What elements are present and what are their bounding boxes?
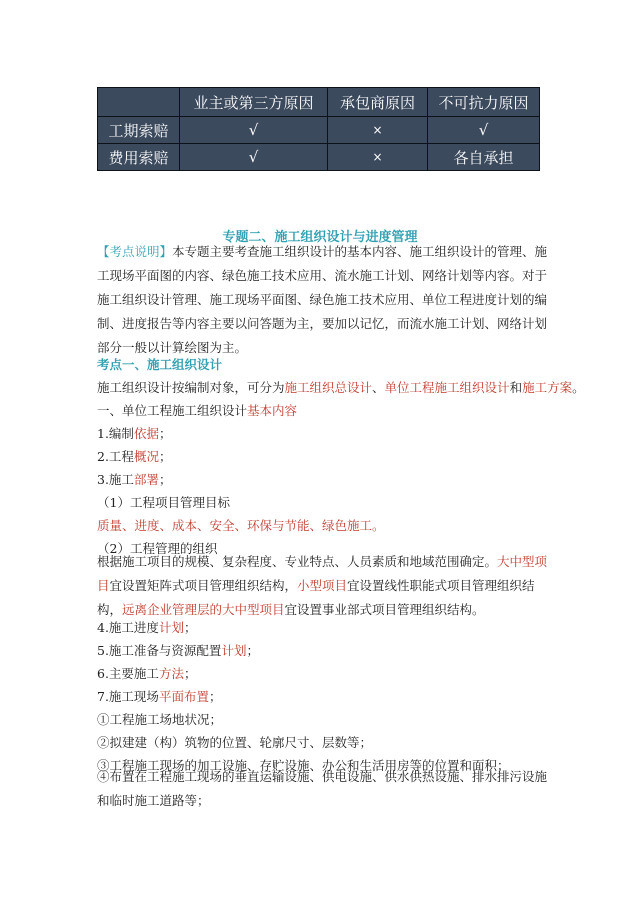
classify-line [97, 377, 585, 400]
text: 施工组织设计按编制对象，可分为 [97, 380, 285, 395]
text: 2.工程 [97, 449, 134, 464]
text: 5.施工准备与资源配置 [97, 643, 222, 658]
text: 7.施工现场 [97, 689, 159, 704]
highlight: 依据 [133, 426, 159, 441]
text: 宜设置线性职能式项目管理组织结构， [97, 578, 535, 617]
row-label: 工期索赔 [98, 117, 180, 144]
highlight: 单位工程施工组织设计 [384, 380, 510, 395]
list-item [97, 640, 550, 663]
text: ； [158, 472, 172, 487]
text: 和 [509, 380, 523, 395]
text: 4.施工进度 [97, 620, 159, 635]
text: ； [158, 449, 172, 464]
header-cell [98, 88, 180, 117]
list-item [97, 469, 550, 492]
text: ； [158, 426, 172, 441]
table-header-row [98, 88, 540, 117]
highlight: 部署 [133, 472, 159, 487]
text: 宜设置事业部式项目管理组织结构。 [284, 602, 485, 617]
highlight: 小型项目 [297, 578, 348, 593]
sub-item: ①工程施工场地状况； [97, 712, 223, 727]
intro-tag: 【考点说明】 [97, 244, 173, 259]
sub-item: ④布置在工程施工现场的垂直运输设施、供电设施、供水供热设施、排水排污设施和临时施工道路等； [97, 769, 548, 808]
highlight: 计划 [221, 643, 247, 658]
table-cell: √ [180, 144, 328, 171]
intro-paragraph [97, 240, 550, 360]
table-cell: × [328, 144, 428, 171]
table-cell: × [328, 117, 428, 144]
text: ； [183, 666, 197, 681]
sub-item: ②拟建建（构）筑物的位置、轮廓尺寸、层数等； [97, 735, 373, 750]
list-item [97, 423, 550, 446]
highlight: 施工方案 [522, 380, 573, 395]
table-row [98, 144, 540, 171]
sub-heading: （1）工程项目管理目标 [97, 495, 230, 510]
text: 、 [372, 380, 385, 395]
section-title: 专题二、施工组织设计与进度管理 [222, 230, 418, 245]
text: 根据施工项目的规模、复杂程度、专业特点、人员素质和地域范围确定。 [97, 554, 498, 569]
header-cell: 业主或第三方原因 [180, 88, 328, 117]
list-item [97, 617, 550, 640]
goals-line: 质量、进度、成本、安全、环保与节能、绿色施工。 [97, 518, 385, 533]
text: 6.主要施工 [97, 666, 159, 681]
table-row [98, 117, 540, 144]
list-item [97, 686, 550, 709]
table-cell: 各自承担 [428, 144, 540, 171]
list-item [97, 663, 550, 686]
highlight: 计划 [158, 620, 184, 635]
row-label: 费用索赔 [98, 144, 180, 171]
text: ； [246, 643, 259, 658]
sub-item: ③工程施工现场的加工设施、存贮设施、办公和生活用房等的位置和面积； [97, 758, 510, 773]
text: ； [183, 620, 197, 635]
table-cell: √ [180, 117, 328, 144]
claim-table [97, 87, 540, 171]
text: 。 [572, 380, 585, 395]
list-item [97, 446, 550, 469]
header-cell: 不可抗力原因 [428, 88, 540, 117]
intro-text: 本专题主要考查施工组织设计的基本内容、施工组织设计的管理、施工现场平面图的内容、绿色施工技术应用、流水施工计划、网络计划等内容。对于施工组织设计管理、施工现场平面图、绿色施工技术应用、单位工程进度计划的编制、进度报告等内容主要以问答题为主，要加以记忆，而流水施工计划、网络计划部分一般以计算绘图为主。 [97, 244, 548, 355]
org-paragraph [97, 550, 550, 622]
highlight: 平面布置 [158, 689, 209, 704]
sub-heading: （2）工程管理的组织 [97, 541, 218, 556]
table-cell: √ [428, 117, 540, 144]
highlight: 远离企业管理层的大中型项目 [122, 602, 285, 617]
text: 宜设置矩阵式项目管理组织结构， [109, 578, 298, 593]
highlight: 施工组织总设计 [284, 380, 373, 395]
kaodian-title: 考点一、施工组织设计 [97, 357, 223, 372]
text: 一、单位工程施工组织设计 [97, 403, 248, 418]
highlight: 大中型项目 [97, 554, 548, 593]
highlight: 基本内容 [247, 403, 298, 418]
part-heading [97, 400, 550, 423]
header-cell: 承包商原因 [328, 88, 428, 117]
text: 1.编制 [97, 426, 134, 441]
highlight: 概况 [133, 449, 159, 464]
highlight: 方法 [158, 666, 184, 681]
text: 3.施工 [97, 472, 134, 487]
text: ； [208, 689, 222, 704]
